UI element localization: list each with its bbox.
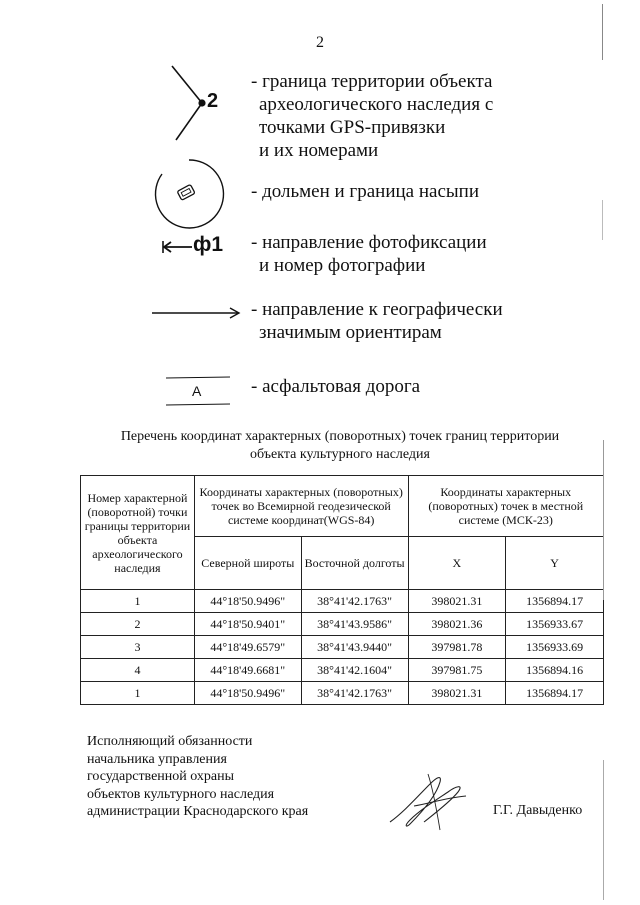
legend-photo-text: - направление фотофиксации и номер фотографии [251,232,487,276]
road-label: А [192,383,202,399]
legend-dolmen-text: - дольмен и граница насыпи [251,181,479,202]
cell-point-number: 1 [81,682,195,705]
scan-edge-line [603,440,604,600]
cell-y: 1356894.16 [506,659,604,682]
header-msk: Координаты характерных (поворотных) точек в местной системе (МСК-23) [408,476,604,537]
cell-point-number: 4 [81,659,195,682]
photo-direction-label: ф1 [193,233,224,256]
photo-direction-icon [160,236,194,258]
legend-boundary-text: - граница территории объекта археологического наследия с точками GPS-привязки и их номерами [251,71,494,161]
cell-lat: 44°18'49.6681" [194,659,301,682]
page-number: 2 [316,34,324,51]
cell-lat: 44°18'50.9401" [194,613,301,636]
legend-road-text: - асфальтовая дорога [251,376,421,397]
cell-lon: 38°41'43.9586" [301,613,408,636]
cell-x: 397981.78 [408,636,506,659]
header-y: Y [506,537,604,590]
table-caption: Перечень координат характерных (поворотных) точек границ территории объекта культурного наследия [120,429,560,462]
dolmen-icon [150,156,228,234]
scan-edge-line [602,4,603,60]
cell-lon: 38°41'43.9440" [301,636,408,659]
cell-lat: 44°18'50.9496" [194,590,301,613]
cell-lon: 38°41'42.1604" [301,659,408,682]
cell-y: 1356894.17 [506,590,604,613]
table-row [81,636,604,659]
cell-x: 398021.31 [408,682,506,705]
table-row [81,682,604,705]
header-wgs: Координаты характерных (поворотных) точек во Всемирной геодезической системе координат(WGS-84) [194,476,408,537]
boundary-point-label: 2 [207,90,219,112]
signature-icon [384,766,474,838]
signoff-position: Исполняющий обязанности начальника управления государственной охраны объектов культурного наследия администрации Краснодарского края [87,734,309,819]
header-lat: Северной широты [194,537,301,590]
cell-lon: 38°41'42.1763" [301,682,408,705]
legend-direction-text: - направление к географически значимым ориентирам [251,299,503,343]
cell-point-number: 3 [81,636,195,659]
cell-lon: 38°41'42.1763" [301,590,408,613]
cell-lat: 44°18'49.6579" [194,636,301,659]
signer-name: Г.Г. Давыденко [493,803,583,818]
cell-y: 1356933.67 [506,613,604,636]
cell-x: 398021.31 [408,590,506,613]
header-point-number: Номер характерной (поворотной) точки границы территории объекта археологического наследия [81,476,195,590]
cell-x: 397981.75 [408,659,506,682]
cell-y: 1356933.69 [506,636,604,659]
table-row [81,613,604,636]
coordinates-table [80,475,604,705]
cell-x: 398021.36 [408,613,506,636]
cell-lat: 44°18'50.9496" [194,682,301,705]
table-row [81,659,604,682]
header-lon: Восточной долготы [301,537,408,590]
header-x: X [408,537,506,590]
arrow-right-icon [150,305,242,321]
table-row [81,590,604,613]
cell-point-number: 1 [81,590,195,613]
scan-edge-line [602,200,603,240]
cell-y: 1356894.17 [506,682,604,705]
cell-point-number: 2 [81,613,195,636]
scan-edge-line [603,760,604,900]
